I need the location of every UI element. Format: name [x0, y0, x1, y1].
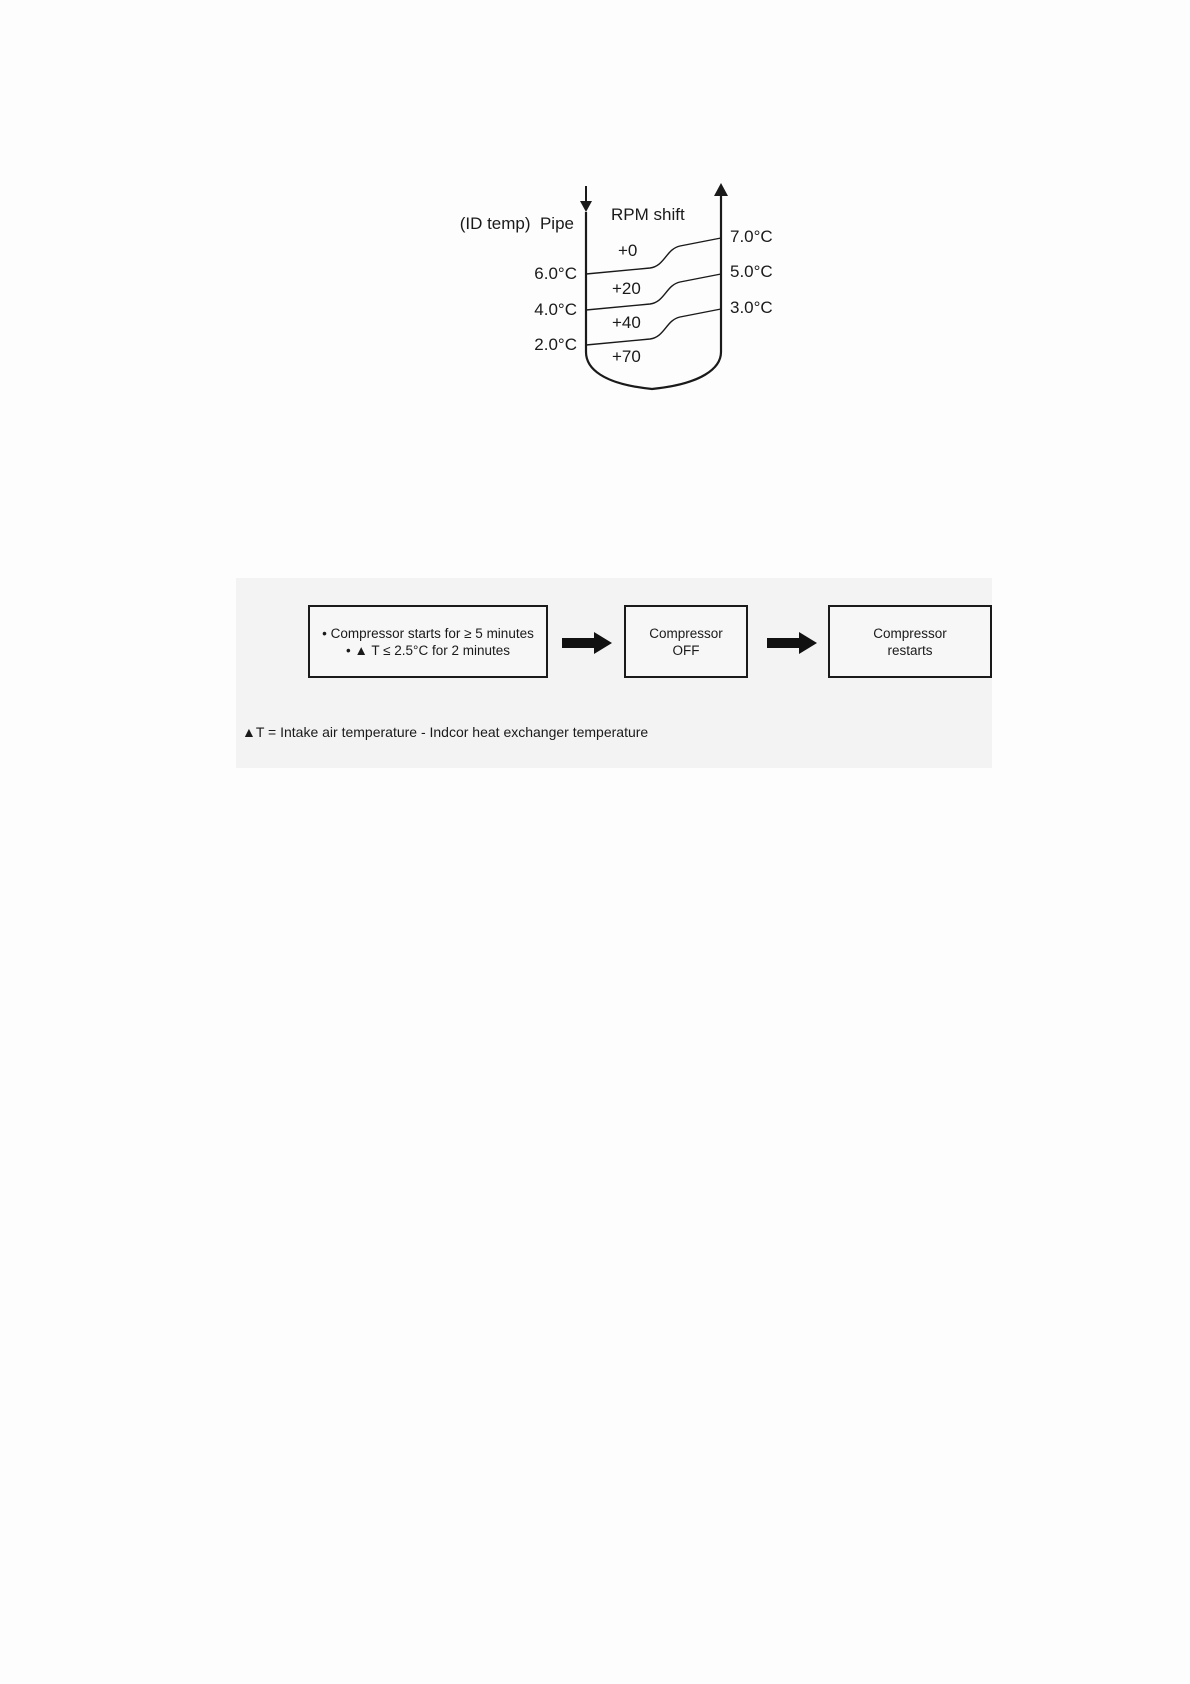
- right-threshold-label: 7.0°C: [730, 227, 773, 246]
- right-axis-header: RPM shift: [611, 205, 685, 224]
- up-arrow-icon: [714, 183, 728, 196]
- shift-container-outline: [586, 196, 721, 389]
- down-arrow-icon: [580, 201, 592, 212]
- right-threshold-label: 3.0°C: [730, 298, 773, 317]
- condition-line: • ▲ T ≤ 2.5°C for 2 minutes: [346, 642, 510, 658]
- box-line: Compressor: [649, 625, 723, 641]
- compressor-off-box: [624, 605, 748, 678]
- left-threshold-label: 4.0°C: [534, 300, 577, 319]
- compressor-restart-flow: [236, 578, 992, 768]
- right-threshold-label: 5.0°C: [730, 262, 773, 281]
- right-arrow-icon: [562, 632, 612, 654]
- threshold-curve-bottom: [586, 309, 721, 345]
- condition-line: • Compressor starts for ≥ 5 minutes: [322, 625, 534, 641]
- rpm-shift-diagram: [0, 0, 1190, 420]
- rpm-shift-zone-label: +70: [612, 347, 641, 366]
- left-threshold-label: 6.0°C: [534, 264, 577, 283]
- condition-box: [308, 605, 548, 678]
- rpm-shift-zone-label: +0: [618, 241, 638, 260]
- box-line: Compressor: [873, 625, 947, 641]
- compressor-restarts-box: [828, 605, 992, 678]
- delta-t-footnote: ▲T = Intake air temperature - Indcor heat exchanger temperature: [242, 724, 649, 740]
- left-axis-header: (ID temp) Pipe: [459, 214, 574, 233]
- box-line: OFF: [672, 642, 700, 658]
- threshold-curve-top: [586, 238, 721, 274]
- rpm-shift-zone-label: +20: [612, 279, 641, 298]
- rpm-shift-zone-label: +40: [612, 313, 641, 332]
- left-threshold-label: 2.0°C: [534, 335, 577, 354]
- threshold-curve-middle: [586, 274, 721, 310]
- box-line: restarts: [887, 642, 933, 658]
- right-arrow-icon: [767, 632, 817, 654]
